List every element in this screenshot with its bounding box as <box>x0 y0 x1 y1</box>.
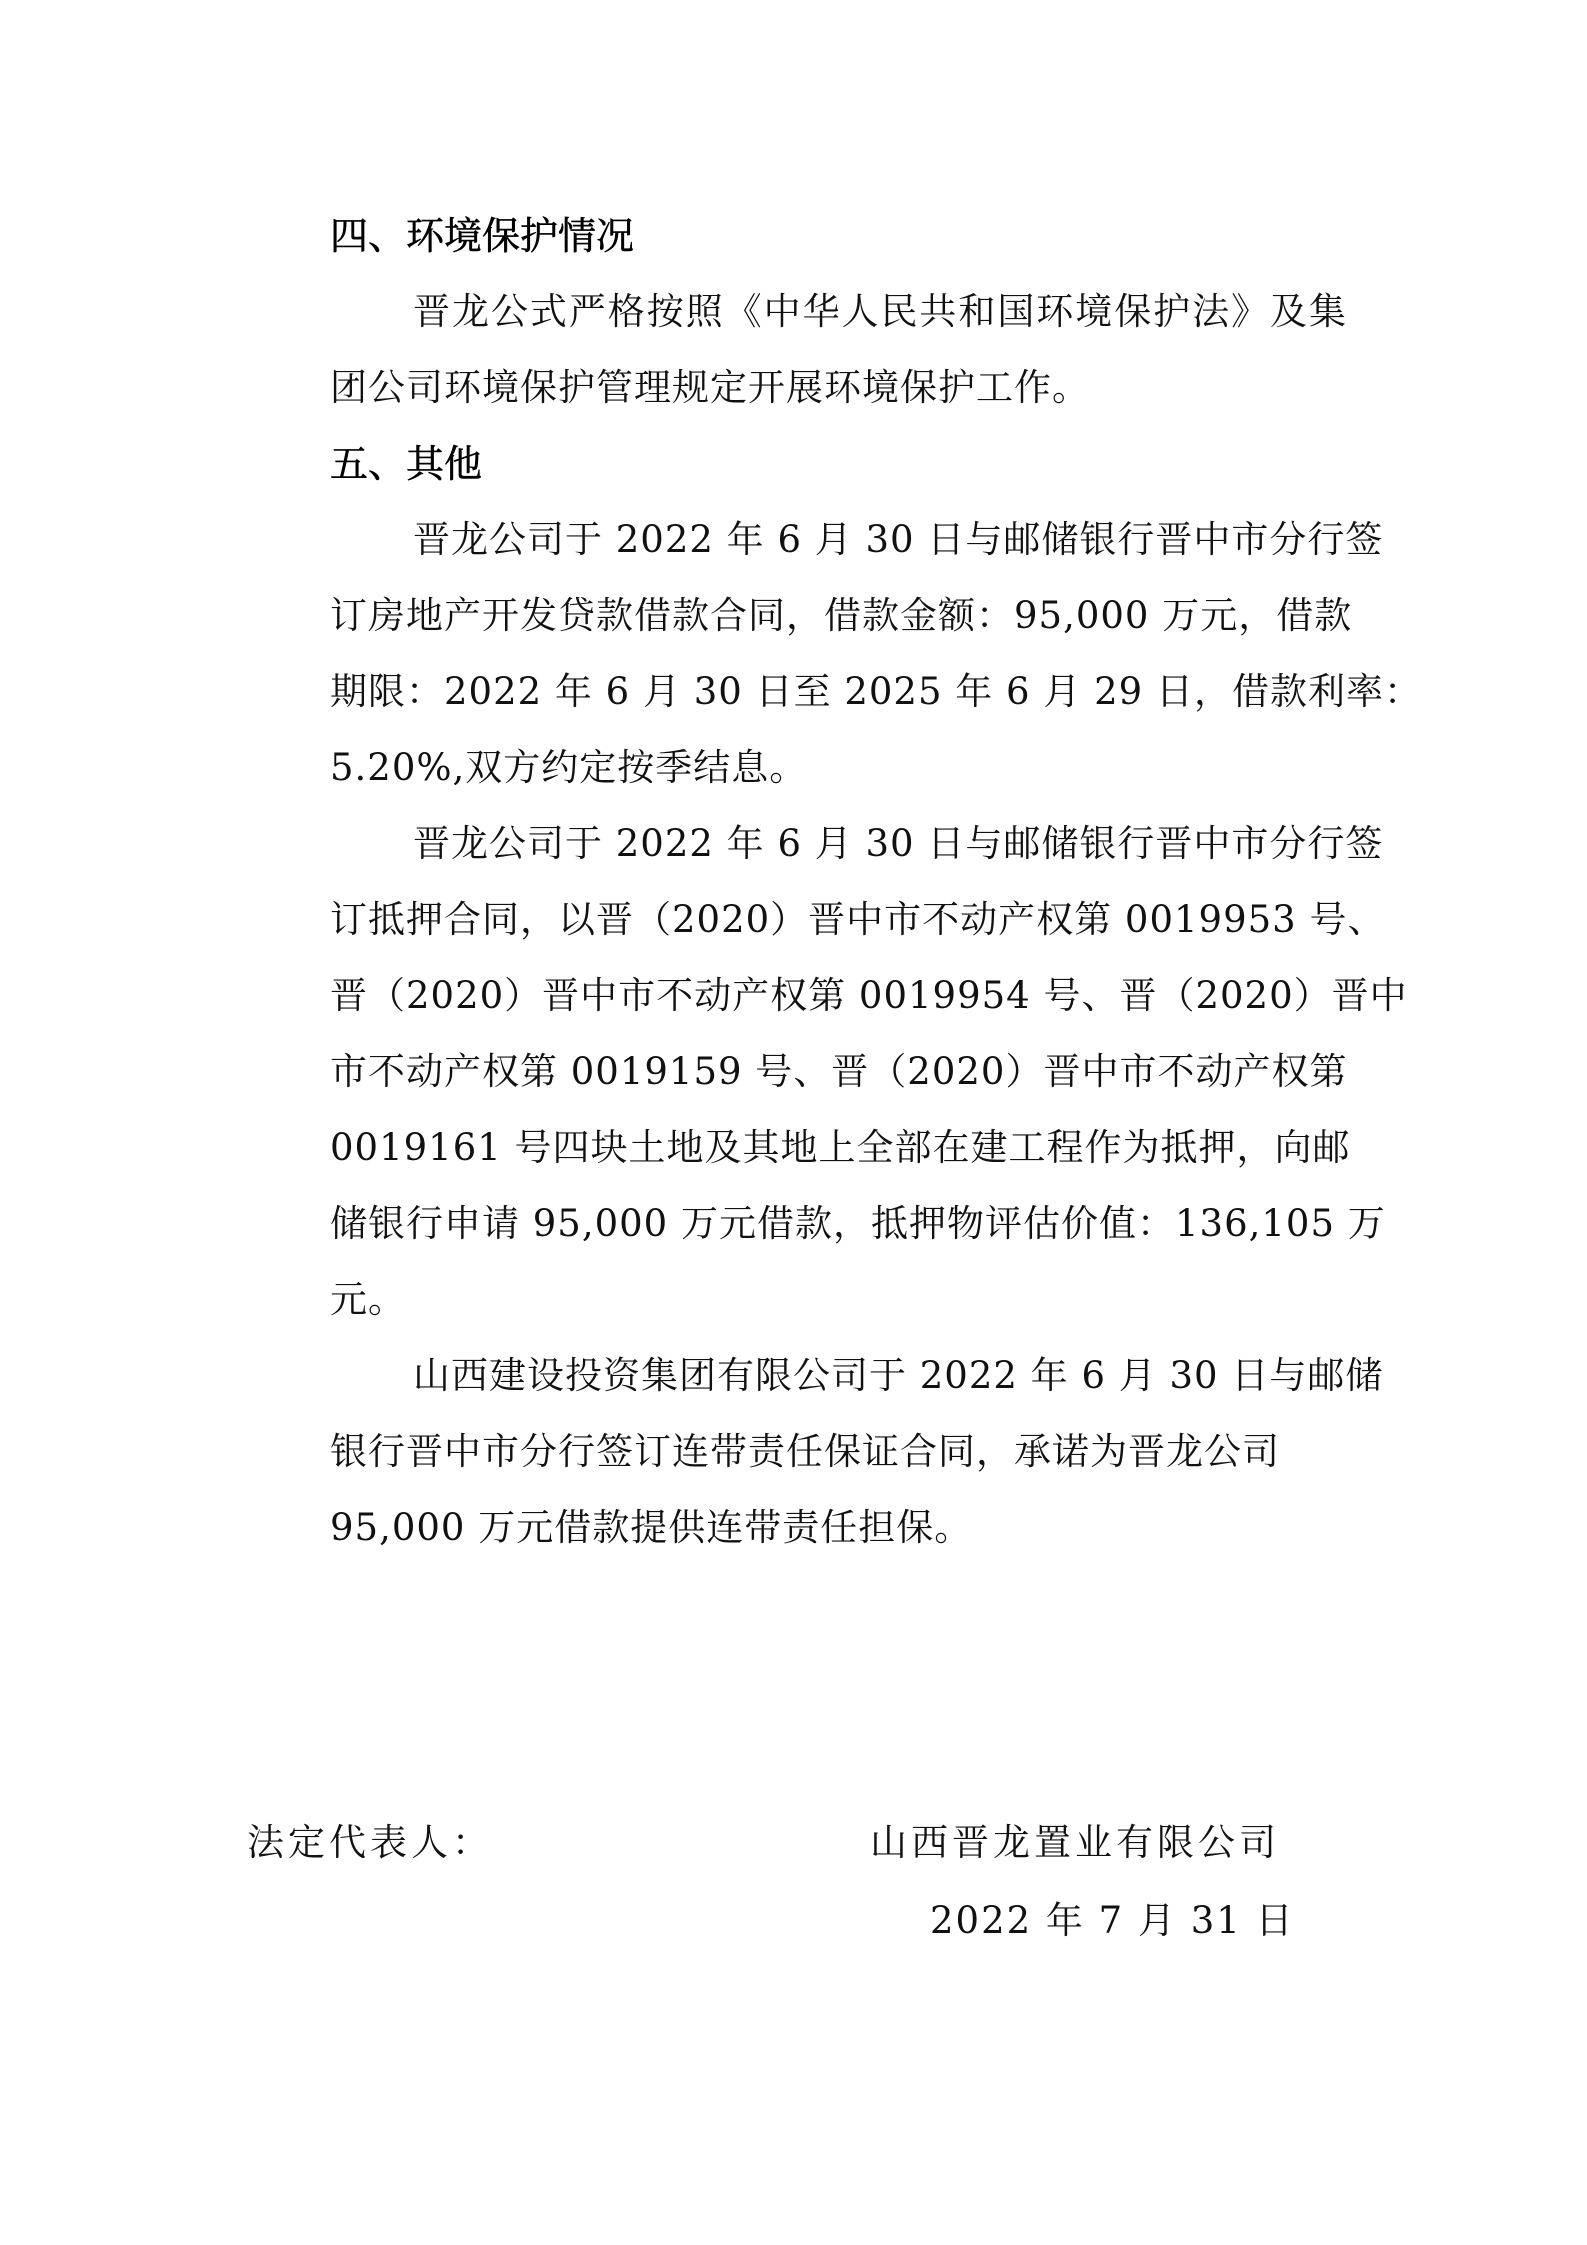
legal-representative-label: 法定代表人： <box>247 1821 493 1864</box>
text-line: 晋龙公式严格按照《中华人民共和国环境保护法》及集 <box>413 290 1347 333</box>
text-line: 0019161 号四块土地及其地上全部在建工程作为抵押，向邮 <box>330 1126 1351 1169</box>
company-name: 山西晋龙置业有限公司 <box>870 1821 1280 1864</box>
document-body <box>247 198 1422 1566</box>
text-line: 订抵押合同，以晋（2020）晋中市不动产权第 0019953 号、 <box>330 898 1386 941</box>
signature-date: 2022 年 7 月 31 日 <box>930 1899 1295 1942</box>
text-line: 山西建设投资集团有限公司于 2022 年 6 月 30 日与邮储 <box>413 1354 1384 1397</box>
text-line: 晋龙公司于 2022 年 6 月 30 日与邮储银行晋中市分行签 <box>413 822 1384 865</box>
text-line: 元。 <box>330 1278 406 1321</box>
paragraph-environment <box>247 274 1347 426</box>
text-line: 银行晋中市分行签订连带责任保证合同，承诺为晋龙公司 <box>330 1430 1280 1473</box>
section-heading-other: 五、其他 <box>330 442 483 486</box>
paragraph-guarantee-contract <box>247 1338 1384 1566</box>
text-line: 晋龙公司于 2022 年 6 月 30 日与邮储银行晋中市分行签 <box>413 518 1384 561</box>
text-line: 95,000 万元借款提供连带责任担保。 <box>330 1506 973 1549</box>
text-line: 期限：2022 年 6 月 30 日至 2025 年 6 月 29 日，借款利率： <box>330 670 1422 713</box>
paragraph-loan-contract <box>247 502 1422 806</box>
text-line: 市不动产权第 0019159 号、晋（2020）晋中市不动产权第 <box>330 1050 1348 1093</box>
text-line: 5.20%,双方约定按季结息。 <box>330 746 808 789</box>
section-heading-environment: 四、环境保护情况 <box>330 214 635 258</box>
text-line: 晋（2020）晋中市不动产权第 0019954 号、晋（2020）晋中 <box>330 974 1408 1017</box>
text-line: 团公司环境保护管理规定开展环境保护工作。 <box>330 366 1090 409</box>
text-line: 储银行申请 95,000 万元借款，抵押物评估价值：136,105 万 <box>330 1202 1386 1245</box>
paragraph-mortgage-contract <box>247 806 1408 1338</box>
text-line: 订房地产开发贷款借款合同，借款金额：95,000 万元，借款 <box>330 594 1353 637</box>
